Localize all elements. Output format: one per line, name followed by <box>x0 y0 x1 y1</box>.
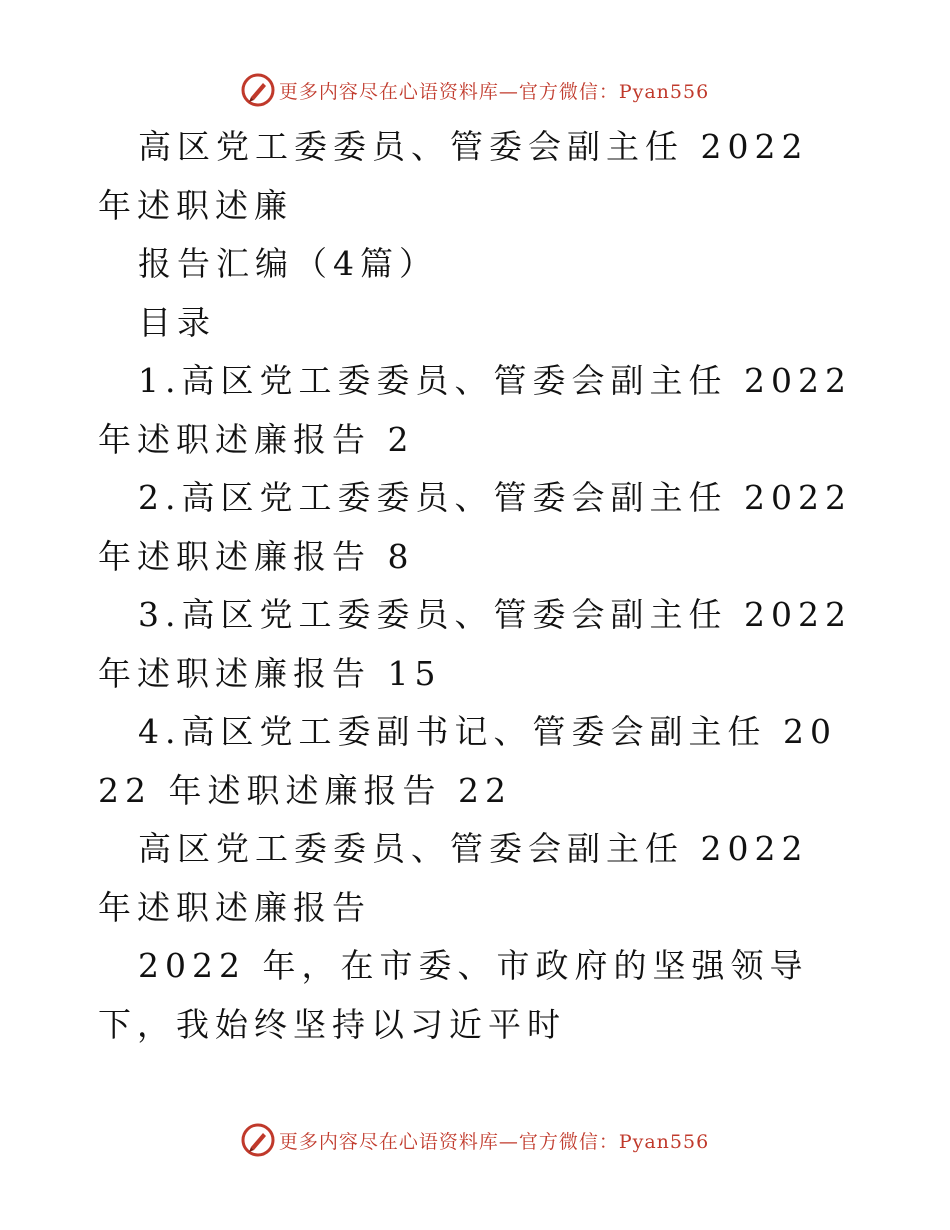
doc-title-subline: 报告汇编（4篇） <box>138 244 438 283</box>
section-title: 高区党工委委员、管委会副主任 2022 年述职述廉报告 <box>98 829 809 927</box>
document-body <box>98 118 858 1054</box>
toc-item-2: 2.高区党工委委员、管委会副主任 2022 年述职述廉报告 8 <box>98 478 852 576</box>
watermark-banner-top <box>0 70 950 110</box>
watermark-banner-bottom <box>0 1120 950 1160</box>
toc-heading: 目录 <box>138 302 216 342</box>
pen-logo-icon <box>241 1123 275 1157</box>
toc-item-4: 4.高区党工委副书记、管委会副主任 2022 年述职述廉报告 22 <box>98 712 837 810</box>
pen-logo-icon <box>241 73 275 107</box>
body-paragraph: 2022 年，在市委、市政府的坚强领导下，我始终坚持以习近平时 <box>98 946 809 1044</box>
watermark-text: 更多内容尽在心语资料库—官方微信：Pyan556 <box>278 80 710 103</box>
toc-item-3: 3.高区党工委委员、管委会副主任 2022 年述职述廉报告 15 <box>98 595 852 693</box>
toc-item-1: 1.高区党工委委员、管委会副主任 2022 年述职述廉报告 2 <box>98 361 852 459</box>
watermark-text: 更多内容尽在心语资料库—官方微信：Pyan556 <box>278 1130 710 1153</box>
doc-title-line: 高区党工委委员、管委会副主任 2022 年述职述廉 <box>98 127 809 225</box>
